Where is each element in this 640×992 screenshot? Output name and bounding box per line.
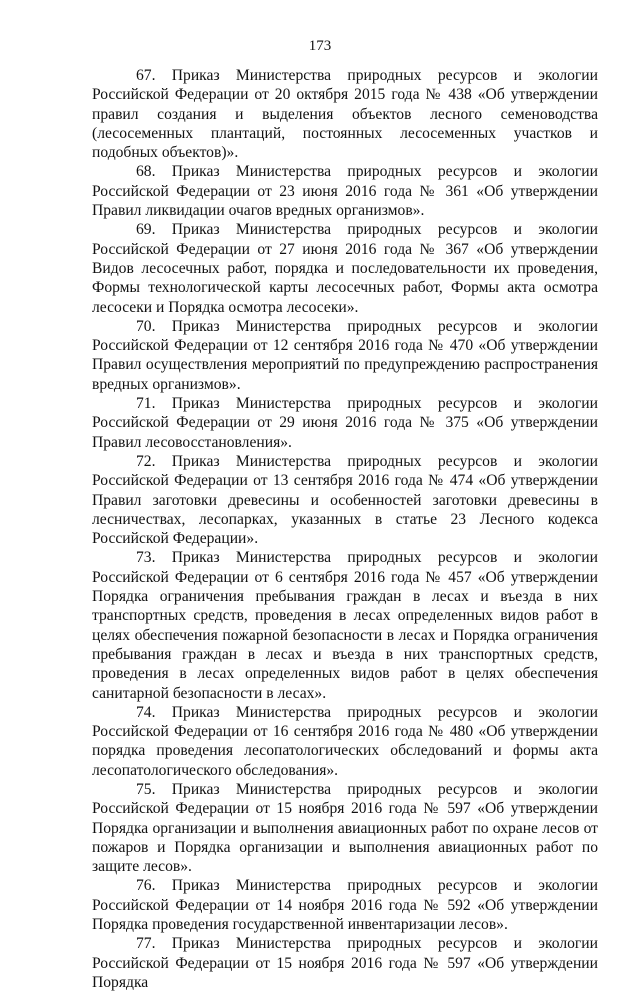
list-item-74: 74. Приказ Министерства природных ресурсов и экологии Российской Федерации от 16 сентября 2016 года № 480 «Об утверждении порядка проведения лесопатологических обследований и формы акта лесопатологического обследования». [92, 703, 598, 779]
list-item-75: 75. Приказ Министерства природных ресурсов и экологии Российской Федерации от 15 ноября 2016 года № 597 «Об утверждении Порядка организации и выполнения авиационных работ по охране лесов от пожаров и Порядка организации и выполнения авиационных работ по защите лесов». [92, 780, 598, 876]
list-item-77: 77. Приказ Министерства природных ресурсов и экологии Российской Федерации от 15 ноября 2016 года № 597 «Об утверждении Порядка [92, 935, 598, 991]
list-item-68: 68. Приказ Министерства природных ресурсов и экологии Российской Федерации от 23 июня 2016 года № 361 «Об утверждении Правил ликвидации очагов вредных организмов». [92, 163, 598, 220]
list-item-73: 73. Приказ Министерства природных ресурсов и экологии Российской Федерации от 6 сентября 2016 года № 457 «Об утверждении Порядка ограничения пребывания граждан в лесах и въезда в них транспортных средств, проведения в лесах определенных видов работ в целях обеспечения пожарной безопасности в лесах и Порядка ограничения пребывания граждан в лесах и въезда в них транспортных средств, проведения в лесах определенных видов работ в целях обеспечения санитарной безопасности в лесах». [92, 549, 598, 702]
list-item-71: 71. Приказ Министерства природных ресурсов и экологии Российской Федерации от 29 июня 2016 года № 375 «Об утверждении Правил лесовосстановления». [92, 395, 598, 451]
list-item-72: 72. Приказ Министерства природных ресурсов и экологии Российской Федерации от 13 сентября 2016 года № 474 «Об утверждении Правил заготовки древесины и особенностей заготовки древесины в лесничествах, лесопарках, указанных в статье 23 Лесного кодекса Российской Федерации». [92, 452, 598, 548]
list-item-69: 69. Приказ Министерства природных ресурсов и экологии Российской Федерации от 27 июня 2016 года № 367 «Об утверждении Видов лесосечных работ, порядка и последовательности их проведения, Формы технологической карты лесосечных работ, Формы акта осмотра лесосеки и Порядка осмотра лесосеки». [92, 221, 598, 316]
list-item-76: 76. Приказ Министерства природных ресурсов и экологии Российской Федерации от 14 ноября 2016 года № 592 «Об утверждении Порядка проведения государственной инвентаризации лесов». [92, 877, 598, 934]
list-item-70: 70. Приказ Министерства природных ресурсов и экологии Российской Федерации от 12 сентября 2016 года № 470 «Об утверждении Правил осуществления мероприятий по предупреждению распространения вредных организмов». [92, 317, 598, 393]
list-item-67: 67. Приказ Министерства природных ресурсов и экологии Российской Федерации от 20 октября 2015 года № 438 «Об утверждении правил создания и выделения объектов лесного семеноводства (лесосеменных плантаций, постоянных лесосеменных участков и подобных объектов)». [92, 67, 598, 162]
page-number: 173 [308, 38, 332, 54]
document-body [92, 66, 598, 992]
